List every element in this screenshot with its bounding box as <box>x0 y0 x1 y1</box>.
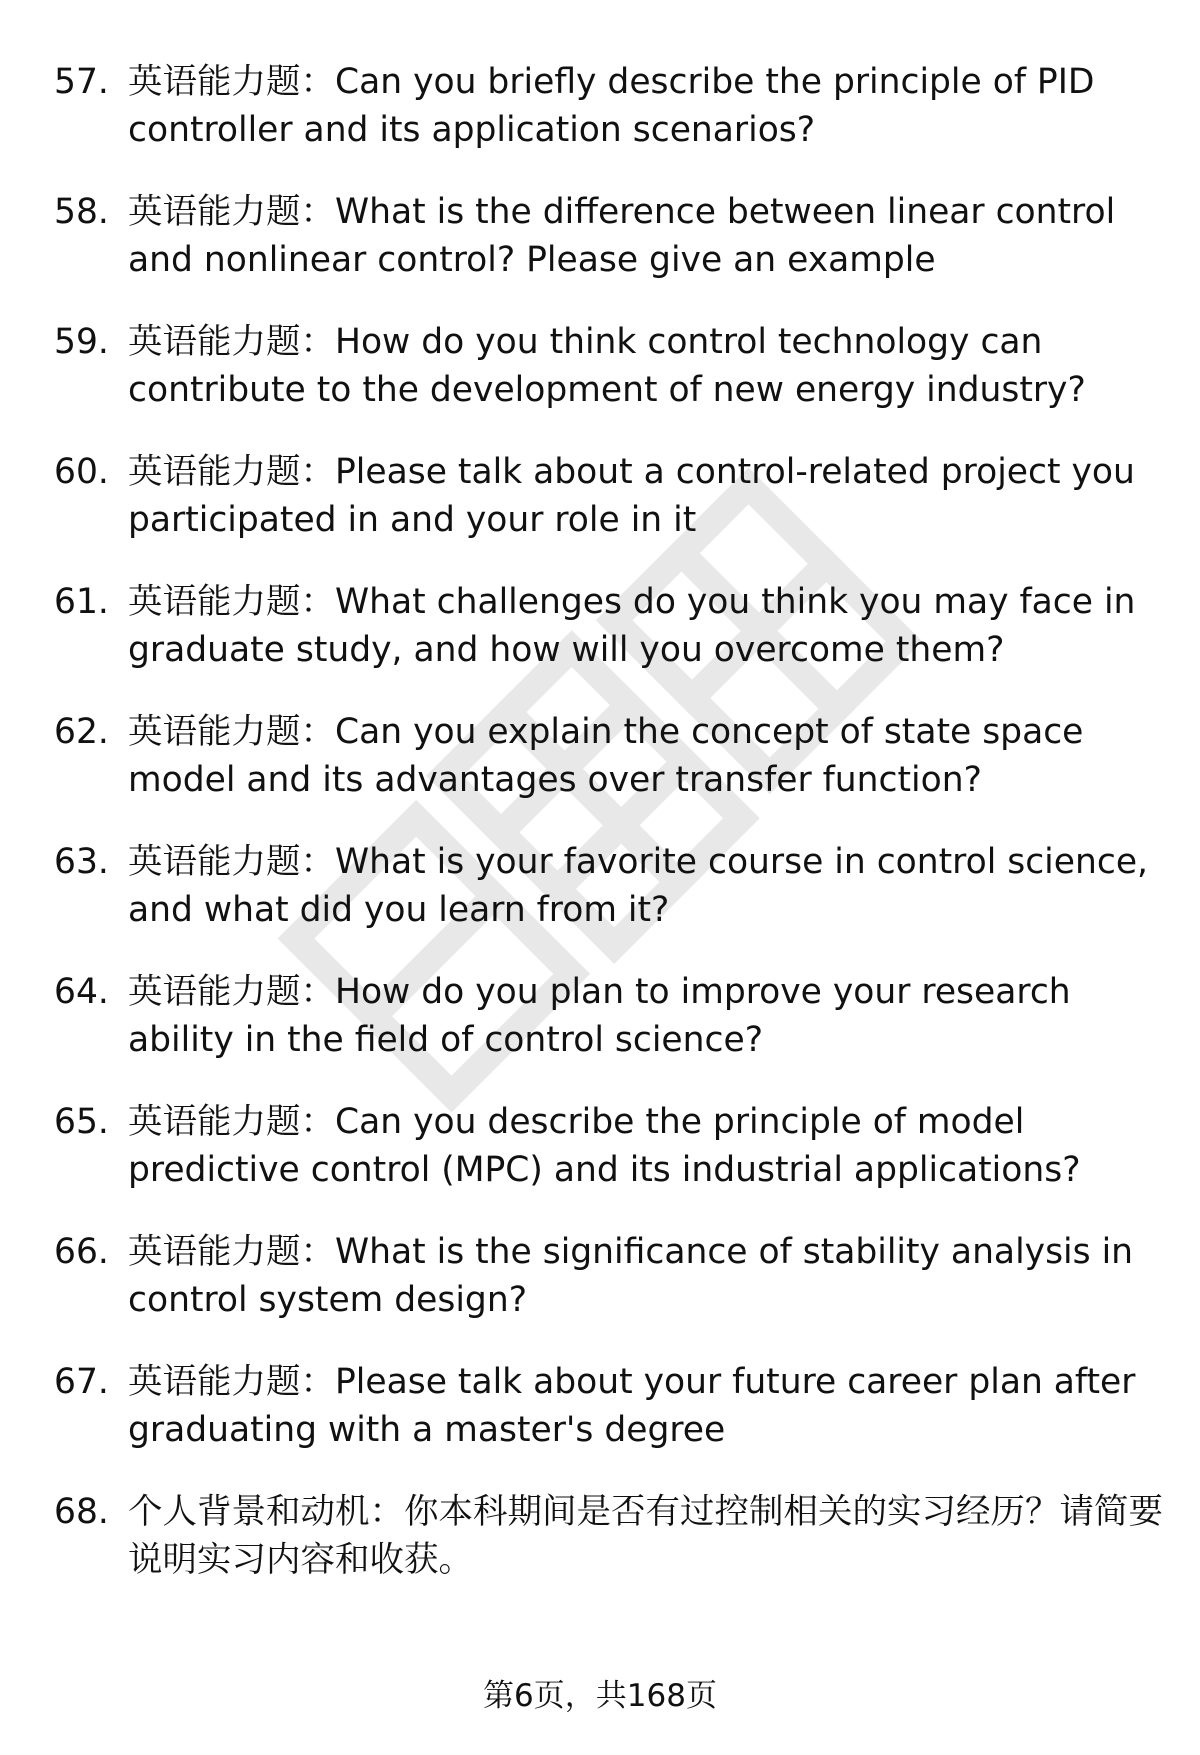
question-category: 英语能力题： <box>128 842 335 882</box>
question-text: How do you think control technology can contribute to the development of new energy industry? <box>128 322 1086 410</box>
question-item <box>54 1358 1164 1454</box>
question-body <box>128 838 1164 934</box>
question-item <box>54 578 1164 674</box>
question-body <box>128 1098 1164 1194</box>
question-body <box>128 1228 1164 1324</box>
question-text: 你本科期间是否有过控制相关的实习经历？请简要说明实习内容和收获。 <box>128 1492 1163 1580</box>
question-category: 英语能力题： <box>128 1362 335 1402</box>
question-category: 个人背景和动机： <box>128 1492 404 1532</box>
question-item <box>54 448 1164 544</box>
question-text: Please talk about your future career plan after graduating with a master's degree <box>128 1362 1136 1450</box>
question-number: 58. <box>54 192 109 232</box>
question-number: 59. <box>54 322 109 362</box>
question-category: 英语能力题： <box>128 712 335 752</box>
question-item <box>54 188 1164 284</box>
question-category: 英语能力题： <box>128 192 335 232</box>
question-number: 63. <box>54 842 109 882</box>
question-number: 60. <box>54 452 109 492</box>
question-category: 英语能力题： <box>128 972 335 1012</box>
question-text: What is the significance of stability analysis in control system design? <box>128 1232 1134 1320</box>
question-text: What is the difference between linear control and nonlinear control? Please give an example <box>128 192 1116 280</box>
question-body <box>128 708 1164 804</box>
question-item <box>54 838 1164 934</box>
question-number: 66. <box>54 1232 109 1272</box>
question-item <box>54 58 1164 154</box>
question-text: Please talk about a control-related project you participated in and your role in it <box>128 452 1135 540</box>
question-body <box>128 448 1164 544</box>
question-body <box>128 1358 1164 1454</box>
question-category: 英语能力题： <box>128 62 335 102</box>
question-text: Can you briefly describe the principle of PID controller and its application scenarios? <box>128 62 1095 150</box>
question-category: 英语能力题： <box>128 1102 335 1142</box>
question-text: What is your favorite course in control science, and what did you learn from it? <box>128 842 1149 930</box>
question-number: 67. <box>54 1362 109 1402</box>
question-item <box>54 968 1164 1064</box>
question-number: 57. <box>54 62 109 102</box>
question-category: 英语能力题： <box>128 452 335 492</box>
question-number: 62. <box>54 712 109 752</box>
question-list <box>54 58 1164 1618</box>
question-body <box>128 1488 1164 1584</box>
question-body <box>128 968 1164 1064</box>
question-item <box>54 1098 1164 1194</box>
question-text: Can you explain the concept of state space model and its advantages over transfer function? <box>128 712 1084 800</box>
question-number: 68. <box>54 1492 109 1532</box>
question-category: 英语能力题： <box>128 582 335 622</box>
question-text: What challenges do you think you may face in graduate study, and how will you overcome them? <box>128 582 1136 670</box>
question-body <box>128 578 1164 674</box>
question-body <box>128 58 1164 154</box>
question-body <box>128 188 1164 284</box>
question-category: 英语能力题： <box>128 322 335 362</box>
question-item <box>54 1488 1164 1584</box>
question-number: 64. <box>54 972 109 1012</box>
question-item <box>54 708 1164 804</box>
question-text: Can you describe the principle of model predictive control (MPC) and its industrial applications? <box>128 1102 1081 1190</box>
page-footer: 第6页，共168页 <box>483 1678 717 1714</box>
question-body <box>128 318 1164 414</box>
question-number: 65. <box>54 1102 109 1142</box>
question-item <box>54 1228 1164 1324</box>
question-text: How do you plan to improve your research ability in the field of control science? <box>128 972 1071 1060</box>
question-category: 英语能力题： <box>128 1232 335 1272</box>
question-item <box>54 318 1164 414</box>
question-number: 61. <box>54 582 109 622</box>
